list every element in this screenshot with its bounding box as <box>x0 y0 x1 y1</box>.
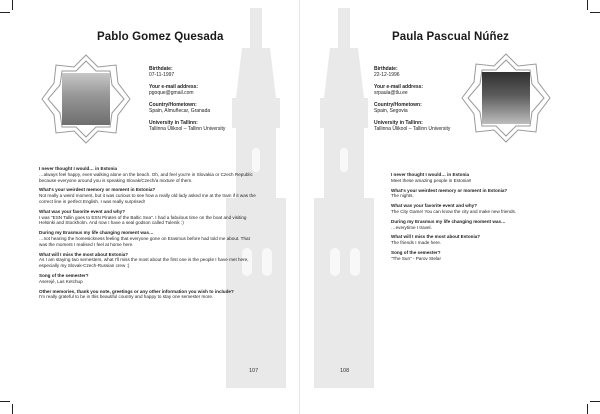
answer: …everytime I travel. <box>391 224 432 230</box>
student-photo <box>482 72 530 124</box>
answer: The City Game! You can know the city and make new friends. <box>391 208 517 214</box>
university-value: Tallinna Ülikool – Tallinn University <box>149 126 226 132</box>
qa-list <box>391 172 551 266</box>
portrait-frame <box>40 53 132 145</box>
student-info <box>149 66 261 138</box>
question: What will I miss the most about Estonia? <box>39 251 129 257</box>
crop-mark <box>0 401 10 402</box>
birthdate-label: Birthdate: <box>374 66 398 72</box>
question: Song of the semester? <box>391 249 441 255</box>
email-value: pgoque@gmail.com <box>149 90 194 96</box>
crop-mark <box>0 12 10 13</box>
crop-mark <box>590 401 600 402</box>
crop-mark <box>590 12 600 13</box>
answer: Meet these amazing people in Estonia!! <box>391 177 472 183</box>
question: What was your favorite event and why? <box>39 208 126 214</box>
page-number: 108 <box>340 368 350 374</box>
crop-mark <box>587 0 588 10</box>
answer: I was "ESN Tallin goes to ESN Pirates of the Baltic Sea". I had a fabulous time on the boat and visiting Helsinki and Stockholm. And now I have a seal godson called Tulenik :) <box>39 214 247 226</box>
question: What will I miss the most about Estonia? <box>391 234 481 240</box>
question: What's your weirdest memory or moment in Estonia? <box>391 187 508 193</box>
question: I never thought I would… in Estonia <box>391 172 470 177</box>
university-value: Tallinna Ülikool – Tallinn University <box>374 126 451 132</box>
answer: I'm really grateful to be in this beautiful country and happy to stay one semester more. <box>39 294 214 300</box>
birthdate-value: 22-12-1996 <box>374 72 400 78</box>
answer: The friends I made here. <box>391 240 442 246</box>
crop-mark <box>587 404 588 414</box>
qa-list <box>39 166 259 304</box>
student-photo <box>62 73 110 125</box>
email-value: srpaula@tlu.ee <box>374 90 408 96</box>
crop-mark <box>12 404 13 414</box>
portrait-frame <box>460 52 552 144</box>
page-number: 107 <box>249 368 259 374</box>
country-value: Spain, Segovia <box>374 108 408 114</box>
question: During my Erasmus my life changing moment was… <box>39 230 154 236</box>
university-label: University in Tallinn: <box>374 120 423 126</box>
birthdate-value: 07-11-1997 <box>149 72 175 78</box>
question: I never thought I would… in Estonia <box>39 166 118 171</box>
question: Song of the semester? <box>39 272 89 278</box>
answer: As I am staying two semesters, what I'll miss the most about the first one is the people I have met here, especially my Slovak-Czech-Russian crew :) <box>39 257 249 269</box>
question: Other memories, thank you note, greetings or any other information you wish to include? <box>39 288 234 294</box>
question: What's your weirdest memory or moment in Estonia? <box>39 187 156 193</box>
answer: Aserejé, Las Ketchup <box>39 278 83 284</box>
answer: Not really a weird moment, but it was curious to see how a really old lady asked me at the tram if it was the correct line in perfect English. I was really surprised! <box>39 193 256 204</box>
question: During my Erasmus my life changing moment was… <box>391 218 506 224</box>
answer: …not hearing the homesickness feeling that everyone gone on Erasmus before had told me about. That was the moment I realised I feel at home here. <box>39 235 250 247</box>
country-value: Spain, Almuñecar, Granada <box>149 108 211 114</box>
country-label: Country/Hometown: <box>149 102 197 108</box>
tower-watermark-right <box>300 8 388 388</box>
student-name: Pablo Gomez Quesada <box>97 31 224 43</box>
email-label: Your e-mail address: <box>374 84 424 90</box>
question: What was your favorite event and why? <box>391 203 478 209</box>
birthdate-label: Birthdate: <box>149 66 173 72</box>
country-label: Country/Hometown: <box>374 102 422 108</box>
email-label: Your e-mail address: <box>149 84 199 90</box>
answer: …always feel happy, even walking alone on the beach. Oh, and feel you're in Slovakia or Czech Republic because everyone around you is speaking Slovak/Czech/a mixture of them. <box>39 171 253 183</box>
student-info <box>374 66 464 138</box>
answer: The nights. <box>391 193 414 199</box>
university-label: University in Tallinn: <box>149 120 198 126</box>
right-page <box>300 0 600 414</box>
student-name: Paula Pascual Núñez <box>392 31 509 43</box>
crop-mark <box>12 0 13 10</box>
answer: "The Sun" - Parov Stelar <box>391 255 441 261</box>
